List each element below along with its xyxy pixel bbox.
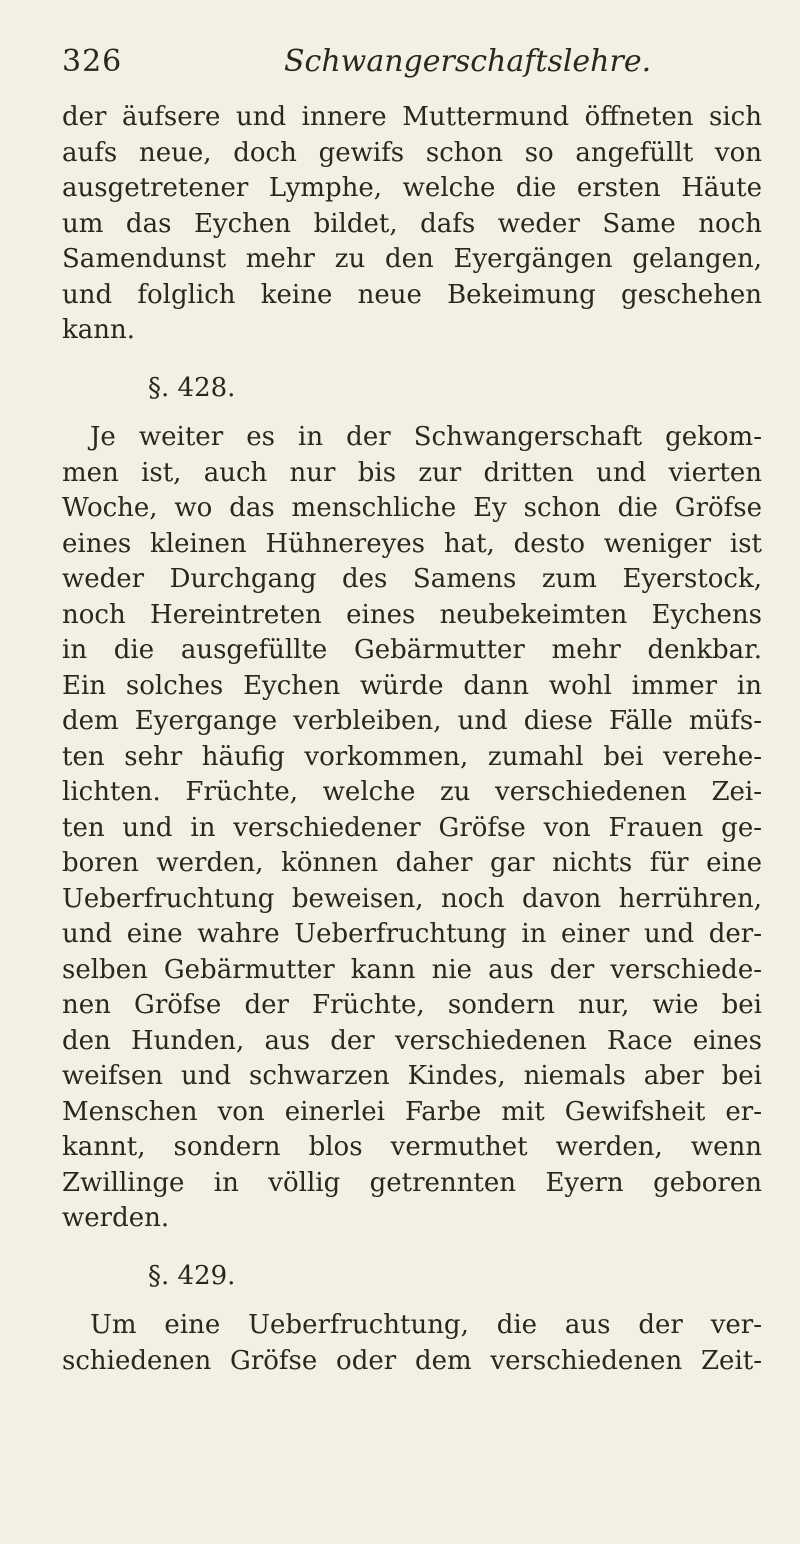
text-line: men ist, auch nur bis zur dritten und vierten bbox=[62, 457, 762, 488]
text-line: den Hunden, aus der verschiedenen Race eines bbox=[62, 1025, 762, 1056]
text-line: Woche, wo das menschliche Ey schon die Gröfse bbox=[62, 493, 762, 523]
text-line: selben Gebärmutter kann nie aus der verschiede- bbox=[62, 954, 762, 985]
text-line: Ein solches Eychen würde dann wohl immer in bbox=[62, 670, 762, 701]
text-line: weder Durchgang des Samens zum Eyerstock, bbox=[62, 564, 762, 594]
text-line: und eine wahre Ueberfruchtung in einer und der- bbox=[62, 919, 762, 949]
text-line: kann. bbox=[62, 315, 136, 345]
text-line: ten sehr häufig vorkommen, zumahl bei verehe- bbox=[62, 741, 762, 772]
text-line: kannt, sondern blos vermuthet werden, wenn bbox=[62, 1132, 762, 1162]
text-line: um das Eychen bildet, dafs weder Same noch bbox=[62, 208, 762, 239]
text-line: Samendunst mehr zu den Eyergängen gelangen, bbox=[62, 244, 762, 274]
text-line: weifsen und schwarzen Kindes, niemals aber bei bbox=[62, 1061, 762, 1091]
text-line: boren werden, können daher gar nichts für eine bbox=[62, 848, 762, 878]
text-line: Menschen von einerlei Farbe mit Gewifsheit er- bbox=[62, 1096, 762, 1127]
body-text bbox=[62, 100, 762, 1379]
text-line: Um eine Ueberfruchtung, die aus der ver- bbox=[90, 1310, 762, 1340]
text-line: Je weiter es in der Schwangerschaft gekom- bbox=[90, 422, 762, 452]
text-line: aufs neue, doch gewifs schon so angefüllt von bbox=[62, 137, 762, 168]
text-line: schiedenen Gröfse oder dem verschiedenen Zeit- bbox=[62, 1345, 762, 1376]
text-line: Zwillinge in völlig getrennten Eyern geboren bbox=[62, 1167, 762, 1198]
running-title: Schwangerschaftslehre. bbox=[284, 44, 652, 79]
section-429-paragraph bbox=[62, 1308, 762, 1379]
text-line: ausgetretener Lymphe, welche die ersten Häute bbox=[62, 173, 762, 203]
section-heading-428: §. 428. bbox=[148, 372, 236, 403]
section-428-paragraph bbox=[62, 420, 762, 1237]
text-line: nen Gröfse der Früchte, sondern nur, wie bei bbox=[62, 990, 762, 1020]
text-line: eines kleinen Hühnereyes hat, desto weniger ist bbox=[62, 528, 762, 559]
text-line: noch Hereintreten eines neubekeimten Eychens bbox=[62, 599, 762, 630]
page-number: 326 bbox=[62, 44, 123, 79]
text-line: der äufsere und innere Muttermund öffneten sich bbox=[62, 102, 762, 132]
text-line: ten und in verschiedener Gröfse von Frauen ge- bbox=[62, 812, 762, 843]
page-header bbox=[62, 44, 762, 94]
text-line: in die ausgefüllte Gebärmutter mehr denkbar. bbox=[62, 635, 762, 665]
text-line: Ueberfruchtung beweisen, noch davon herrühren, bbox=[62, 883, 762, 914]
text-line: dem Eyergange verbleiben, und diese Fälle müfs- bbox=[62, 706, 762, 736]
text-line: werden. bbox=[62, 1203, 170, 1233]
paragraph-continued bbox=[62, 100, 762, 349]
text-line: lichten. Früchte, welche zu verschiedenen Zei- bbox=[62, 777, 762, 807]
text-line: und folglich keine neue Bekeimung geschehen bbox=[62, 279, 762, 310]
section-heading-429: §. 429. bbox=[148, 1260, 236, 1291]
